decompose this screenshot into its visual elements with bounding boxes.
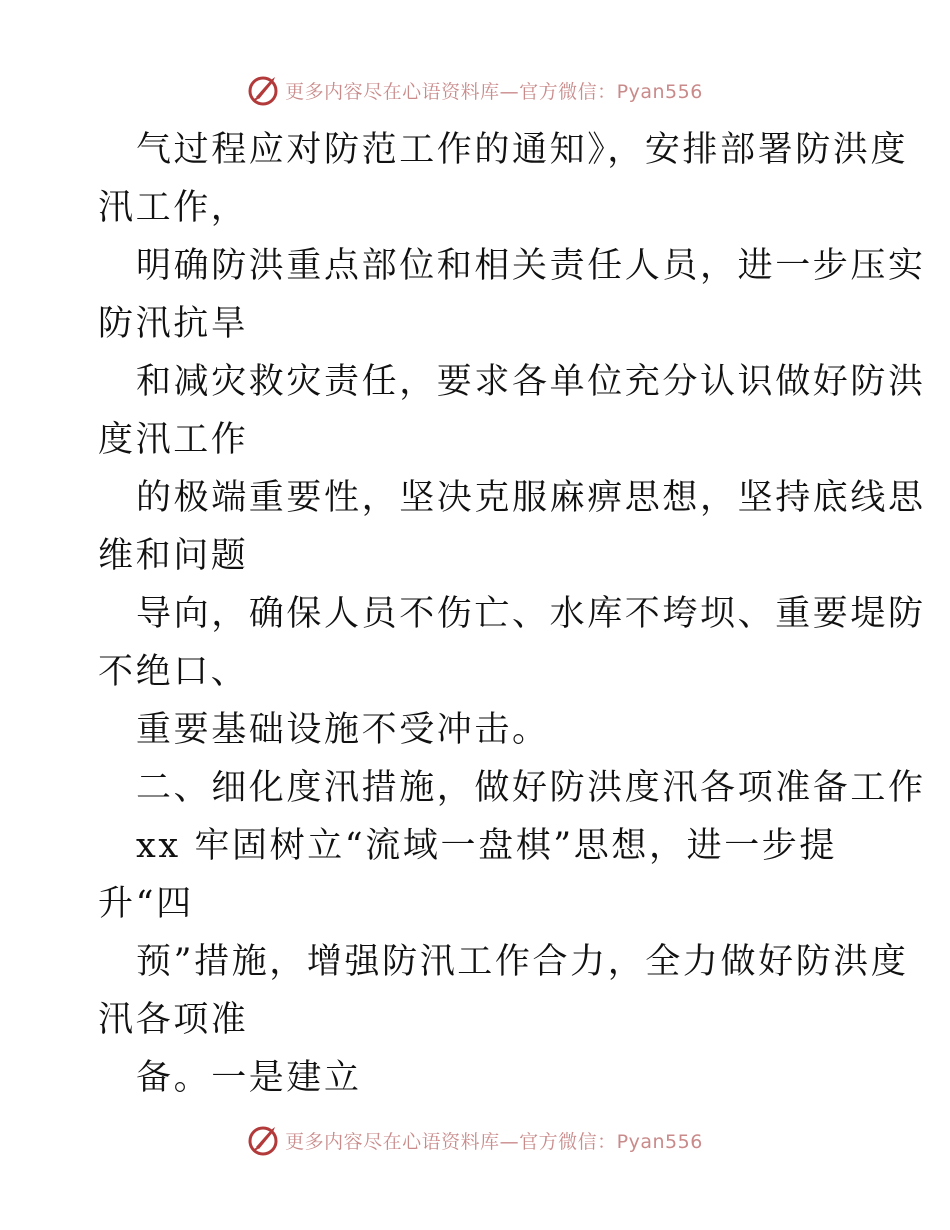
body-line: 预”措施，增强防汛工作合力，全力做好防洪度	[136, 942, 909, 982]
body-line: 维和问题	[98, 536, 249, 576]
header-watermark-text: 更多内容尽在心语资料库—官方微信：Pyan556	[285, 80, 703, 103]
body-line: 不绝口、	[98, 652, 249, 692]
section-heading: 二、细化度汛措施，做好防洪度汛各项准备工作	[136, 768, 926, 808]
body-line: xx 牢固树立“流域一盘棋”思想，进一步提	[136, 826, 837, 866]
quill-seal-icon	[247, 1123, 281, 1157]
quill-seal-icon	[247, 73, 281, 107]
header-watermark	[0, 70, 950, 110]
body-line: 和减灾救灾责任，要求各单位充分认识做好防洪	[136, 362, 926, 402]
body-line: 重要基础设施不受冲击。	[136, 710, 550, 750]
body-line: 升“四	[98, 884, 194, 924]
footer-watermark	[0, 1120, 950, 1160]
body-line: 气过程应对防范工作的通知》，安排部署防洪度	[136, 130, 909, 170]
body-line: 导向，确保人员不伤亡、水库不垮坝、重要堤防	[136, 594, 926, 634]
footer-watermark-text: 更多内容尽在心语资料库—官方微信：Pyan556	[285, 1130, 703, 1153]
body-line: 防汛抗旱	[98, 304, 249, 344]
body-line: 汛工作，	[98, 188, 249, 228]
body-line: 汛各项准	[98, 1000, 249, 1040]
body-line: 明确防洪重点部位和相关责任人员，进一步压实	[136, 246, 926, 286]
body-line: 备。一是建立	[136, 1058, 362, 1098]
body-line: 的极端重要性，坚决克服麻痹思想，坚持底线思	[136, 478, 926, 518]
body-line: 度汛工作	[98, 420, 249, 460]
